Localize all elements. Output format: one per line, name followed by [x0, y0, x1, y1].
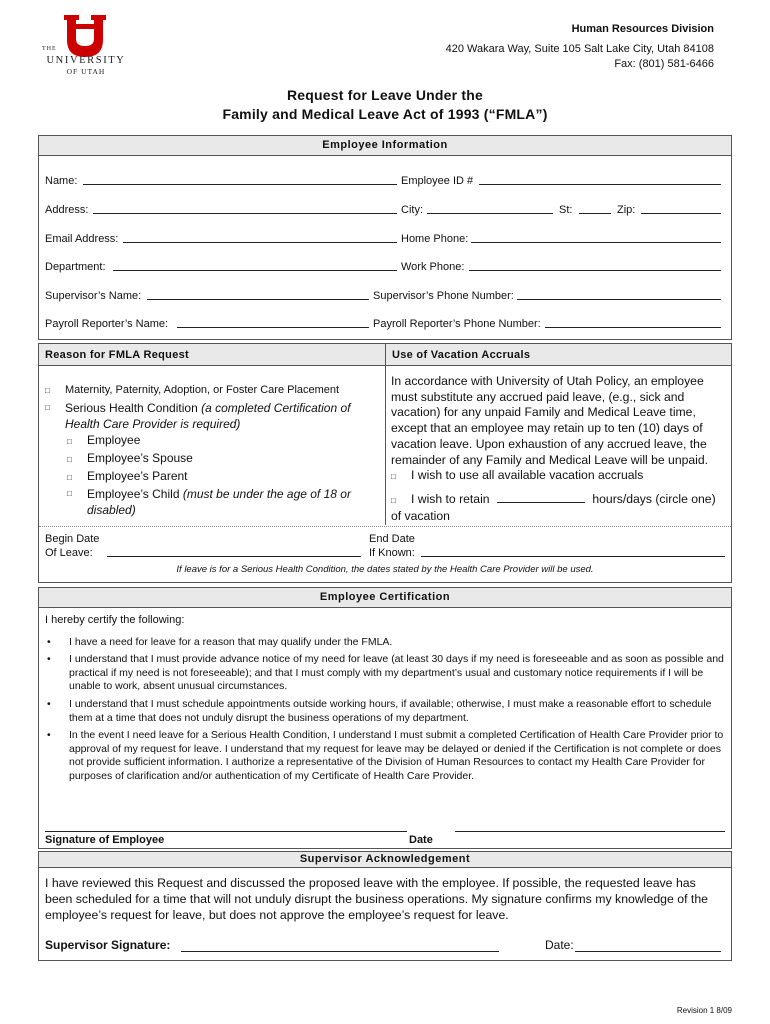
reason-option-child[interactable]: [45, 486, 385, 518]
bullet-icon: •: [47, 729, 51, 742]
end-date-label: [369, 532, 415, 560]
supervisor-date-line[interactable]: [575, 951, 721, 952]
begin-date-line1: Begin Date: [45, 533, 100, 545]
form-title-line1: Request for Leave Under the: [287, 87, 483, 103]
logo-the: THE: [42, 46, 57, 52]
row-department: [45, 260, 725, 274]
city-field[interactable]: [427, 203, 553, 214]
employee-id-label: Employee ID #: [401, 175, 474, 187]
vacation-policy-text: In accordance with University of Utah Policy, an employee must substitute any accrued paid leave, (e.g., sick and vacation) for any unpaid Family and Medical Leave time, except that an employee may retain up to ten (10) days of vacation leave. Upon exhaustion of any accrued leave, the remainder of any Family and Medical Leave will be unpaid.: [391, 374, 709, 467]
end-date-field[interactable]: [421, 546, 725, 557]
employee-date-label: Date: [409, 834, 433, 846]
row-payroll: [45, 317, 725, 331]
bullet-icon: •: [47, 653, 51, 666]
supervisor-date-label: Date:: [545, 938, 574, 952]
certification-heading: Employee Certification: [39, 588, 731, 608]
employee-info-heading: Employee Information: [39, 136, 731, 156]
vacation-option-all[interactable]: [391, 468, 731, 485]
end-date-line2: If Known:: [369, 547, 415, 559]
vacation-retain-suffix: hours/days (circle one): [592, 491, 716, 506]
vacation-retain-label: I wish to retain: [411, 491, 490, 506]
supervisor-section: [38, 851, 732, 961]
reason-heading: Reason for FMLA Request: [39, 344, 385, 366]
spouse-label: Employee’s Spouse: [87, 451, 193, 465]
hr-division: Human Resources Division: [571, 23, 714, 35]
employee-signature-line[interactable]: [45, 831, 407, 832]
address-label: Address:: [45, 204, 89, 216]
maternity-label: Maternity, Paternity, Adoption, or Foster Care Placement: [65, 384, 340, 396]
payroll-name-field[interactable]: [177, 317, 369, 328]
payroll-phone-label: Payroll Reporter’s Phone Number:: [373, 318, 541, 330]
vacation-policy: [391, 374, 731, 524]
certification-list: [45, 636, 725, 784]
home-phone-label: Home Phone:: [401, 233, 469, 245]
hr-address: 420 Wakara Way, Suite 105 Salt Lake City, Utah 84108: [445, 43, 714, 55]
parent-label: Employee’s Parent: [87, 469, 188, 483]
logo-of-utah: OF UTAH: [66, 67, 106, 76]
reason-options: [45, 382, 385, 518]
work-phone-field[interactable]: [469, 260, 721, 271]
certification-item-text: I understand that I must provide advance notice of my need for leave (at least 30 days if my need is foreseeable and as soon as possible and practical if my need is not foreseeable); and that I must comply with my department’s usual and customary notice requirements if I will be unable to work, absent unusual circumstances.: [69, 653, 724, 693]
begin-date-line2: Of Leave:: [45, 547, 93, 559]
begin-date-label: [45, 532, 99, 560]
checkbox-spouse[interactable]: □: [67, 455, 72, 464]
employee-date-line[interactable]: [455, 831, 725, 832]
supervisor-name-label: Supervisor’s Name:: [45, 290, 142, 302]
reason-and-vacation-section: [38, 343, 732, 583]
reason-option-parent[interactable]: [45, 468, 385, 486]
employee-info-section: [38, 135, 732, 340]
zip-label: Zip:: [617, 204, 636, 216]
supervisor-signature-line[interactable]: [181, 951, 499, 952]
certification-item: [45, 636, 725, 650]
dates-note: If leave is for a Serious Health Condition, the dates stated by the Health Care Provider will be used.: [176, 564, 594, 575]
certification-item-text: I understand that I must schedule appointments outside working hours, if available; otherwise, I must make a reasonable effort to schedule them at a time that does not unduly disrupt the business operations of my department.: [69, 697, 712, 724]
university-wordmark: [38, 44, 134, 77]
name-field[interactable]: [83, 174, 397, 185]
name-label: Name:: [45, 175, 78, 187]
vacation-retain-end: of vacation: [391, 508, 450, 523]
reason-option-serious[interactable]: [45, 400, 385, 432]
vacation-heading: Use of Vacation Accruals: [385, 344, 731, 366]
row-name: [45, 174, 725, 188]
checkbox-parent[interactable]: □: [67, 473, 72, 482]
supervisor-signature-label: Supervisor Signature:: [45, 938, 171, 952]
certification-item: [45, 653, 725, 694]
vacation-all-label: I wish to use all available vacation accruals: [411, 468, 644, 483]
serious-note: (a completed Certification of Health Care Provider is required): [65, 401, 351, 431]
checkbox-vacation-all[interactable]: □: [391, 472, 396, 482]
revision-label: Revision 1 8/09: [676, 1006, 732, 1015]
form-title: [0, 86, 770, 124]
supervisor-phone-label: Supervisor’s Phone Number:: [373, 290, 514, 302]
payroll-name-label: Payroll Reporter’s Name:: [45, 318, 169, 330]
child-note: (must be under the age of 18 or disabled): [87, 487, 351, 517]
supervisor-name-field[interactable]: [147, 289, 369, 300]
checkbox-serious[interactable]: □: [45, 403, 50, 412]
supervisor-heading: Supervisor Acknowledgement: [39, 852, 731, 868]
state-field[interactable]: [579, 203, 611, 214]
bullet-icon: •: [47, 635, 51, 648]
checkbox-employee[interactable]: □: [67, 437, 72, 446]
department-field[interactable]: [113, 260, 397, 271]
employee-id-field[interactable]: [479, 174, 721, 185]
row-address: [45, 203, 725, 217]
logo-university: UNIVERSITY: [46, 55, 126, 66]
checkbox-maternity[interactable]: □: [45, 386, 50, 395]
reason-option-spouse[interactable]: [45, 450, 385, 468]
department-label: Department:: [45, 261, 106, 273]
certification-body: [45, 614, 725, 788]
state-label: St:: [559, 204, 573, 216]
zip-field[interactable]: [641, 203, 721, 214]
serious-label: Serious Health Condition: [65, 401, 198, 415]
vacation-retain-field[interactable]: [497, 492, 585, 503]
dates-divider: [39, 526, 731, 527]
end-date-line1: End Date: [369, 533, 415, 545]
work-phone-label: Work Phone:: [401, 261, 465, 273]
certification-item-text: In the event I need leave for a Serious Health Condition, I understand I must submit a completed Certification of Health Care Provider prior to approval of my request for leave. I understand that my request for leave may be delayed or denied if the Certification is not complete or does not provide sufficient information. I authorize a representative of the Division of Human Resources to contact my Health Care Provider for purposes of clarification and/or authentication of my Certificate of Health Care Provider.: [69, 729, 724, 782]
employee-label: Employee: [87, 433, 141, 447]
home-phone-field[interactable]: [471, 232, 721, 243]
begin-date-field[interactable]: [107, 546, 361, 557]
supervisor-text: I have reviewed this Request and discussed the proposed leave with the employee. If possible, the requested leave has been scheduled for a time that will not unduly disrupt the business operations. My signature confirms my knowledge of the employee’s request for leave, but does not approve the employee’s request for leave.: [45, 876, 709, 922]
email-label: Email Address:: [45, 233, 119, 245]
city-label: City:: [401, 204, 423, 216]
hr-contact-block: [446, 22, 714, 72]
certification-item-text: I have a need for leave for a reason that may qualify under the FMLA.: [69, 635, 393, 648]
row-supervisor: [45, 289, 725, 303]
email-field[interactable]: [123, 232, 397, 243]
checkbox-vacation-retain[interactable]: □: [391, 495, 396, 505]
address-field[interactable]: [93, 203, 397, 214]
supervisor-phone-field[interactable]: [517, 289, 721, 300]
certification-item: [45, 698, 725, 725]
certification-intro: I hereby certify the following:: [45, 614, 185, 626]
employee-certification-section: [38, 587, 732, 849]
employee-signature-label: Signature of Employee: [45, 834, 165, 846]
form-title-line2: Family and Medical Leave Act of 1993 (“FMLA”): [222, 106, 548, 122]
payroll-phone-field[interactable]: [545, 317, 721, 328]
checkbox-child[interactable]: □: [67, 489, 72, 498]
row-email: [45, 232, 725, 246]
reason-option-maternity[interactable]: [45, 382, 385, 399]
vacation-option-retain[interactable]: [391, 492, 731, 509]
child-label: Employee’s Child: [87, 487, 180, 501]
hr-fax: Fax: (801) 581-6466: [614, 58, 714, 70]
column-divider: [385, 366, 386, 525]
bullet-icon: •: [47, 697, 51, 710]
reason-option-employee[interactable]: [45, 432, 385, 450]
certification-item: [45, 729, 725, 783]
